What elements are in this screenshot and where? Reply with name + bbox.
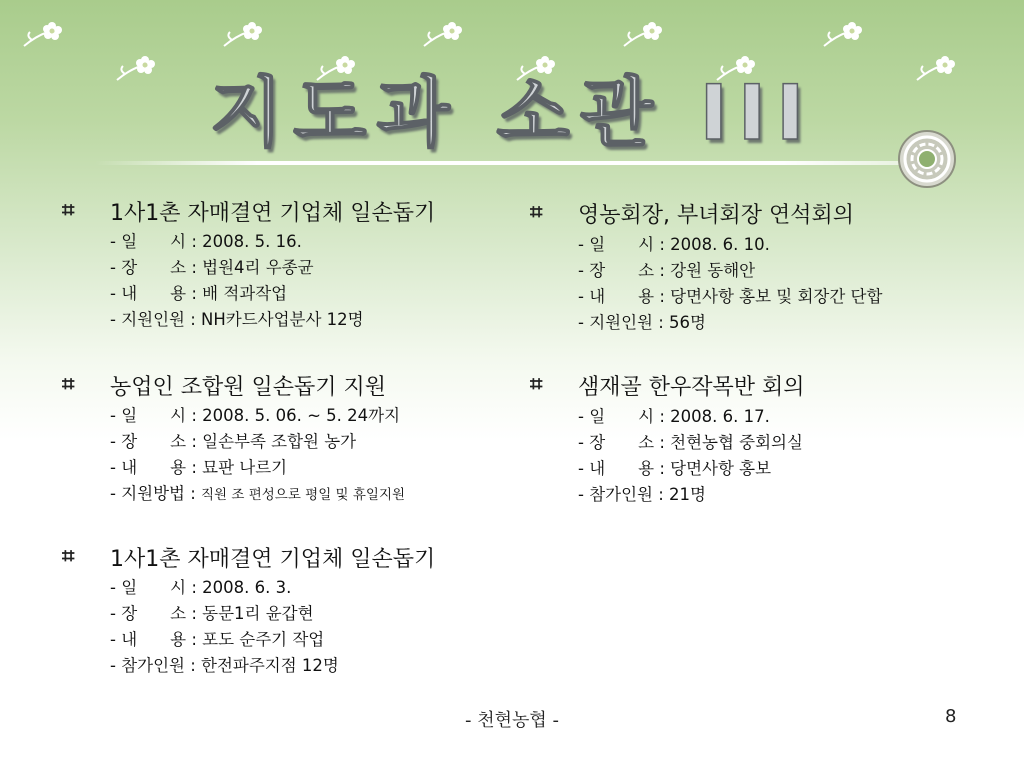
item-detail: - 일 시 : 2008. 6. 3. [110, 578, 292, 597]
item-detail: - 참가인원 : 21명 [578, 485, 706, 504]
flower-sprig-icon [422, 18, 462, 50]
item-detail: - 지원인원 : 56명 [578, 313, 706, 332]
item-detail: - 내 용 : 당면사항 홍보 [578, 459, 772, 478]
item-detail: - 지원방법 : 직원 조 편성으로 평일 및 휴일지원 [110, 484, 406, 503]
flower-sprig-icon [22, 18, 62, 50]
bullet-icon: ⌗ [530, 372, 543, 397]
bullet-icon: ⌗ [62, 198, 75, 223]
item-detail: - 일 시 : 2008. 6. 17. [578, 407, 770, 426]
flower-sprig-icon [822, 18, 862, 50]
item-detail: - 장 소 : 법원4리 우종균 [110, 258, 314, 277]
item-heading: 샘재골 한우작목반 회의 [578, 375, 805, 400]
item-heading: 1사1촌 자매결연 기업체 일손돕기 [110, 547, 436, 572]
footer-text: - 천현농협 - [465, 710, 559, 731]
item-detail: - 지원인원 : NH카드사업분사 12명 [110, 310, 364, 329]
item-heading: 영농회장, 부녀회장 연석회의 [578, 203, 855, 228]
item-detail: - 내 용 : 포도 순주기 작업 [110, 630, 325, 649]
page-number: 8 [945, 706, 957, 727]
slide-title: 지도과 소관 III [209, 68, 815, 157]
item-detail: - 일 시 : 2008. 6. 10. [578, 235, 770, 254]
bullet-icon: ⌗ [62, 544, 75, 569]
item-detail: - 일 시 : 2008. 5. 06. ~ 5. 24까지 [110, 406, 401, 425]
item-detail: - 일 시 : 2008. 5. 16. [110, 232, 302, 251]
flower-sprig-icon [222, 18, 262, 50]
item-detail: - 참가인원 : 한전파주지점 12명 [110, 656, 339, 675]
flower-sprig-icon [622, 18, 662, 50]
item-heading: 농업인 조합원 일손돕기 지원 [110, 375, 387, 400]
item-detail: - 내 용 : 묘판 나르기 [110, 458, 288, 477]
bullet-icon: ⌗ [62, 372, 75, 397]
emblem-icon [897, 129, 957, 189]
item-heading: 1사1촌 자매결연 기업체 일손돕기 [110, 201, 436, 226]
item-detail: - 장 소 : 강원 동해안 [578, 261, 756, 280]
bullet-icon: ⌗ [530, 200, 543, 225]
item-detail: - 내 용 : 배 적과작업 [110, 284, 288, 303]
item-detail: - 장 소 : 일손부족 조합원 농가 [110, 432, 357, 451]
item-detail: - 내 용 : 당면사항 홍보 및 회장간 단합 [578, 287, 883, 306]
item-detail: - 장 소 : 동문1리 윤갑현 [110, 604, 314, 623]
title-underline [95, 161, 905, 165]
item-detail: - 장 소 : 천현농협 중회의실 [578, 433, 803, 452]
